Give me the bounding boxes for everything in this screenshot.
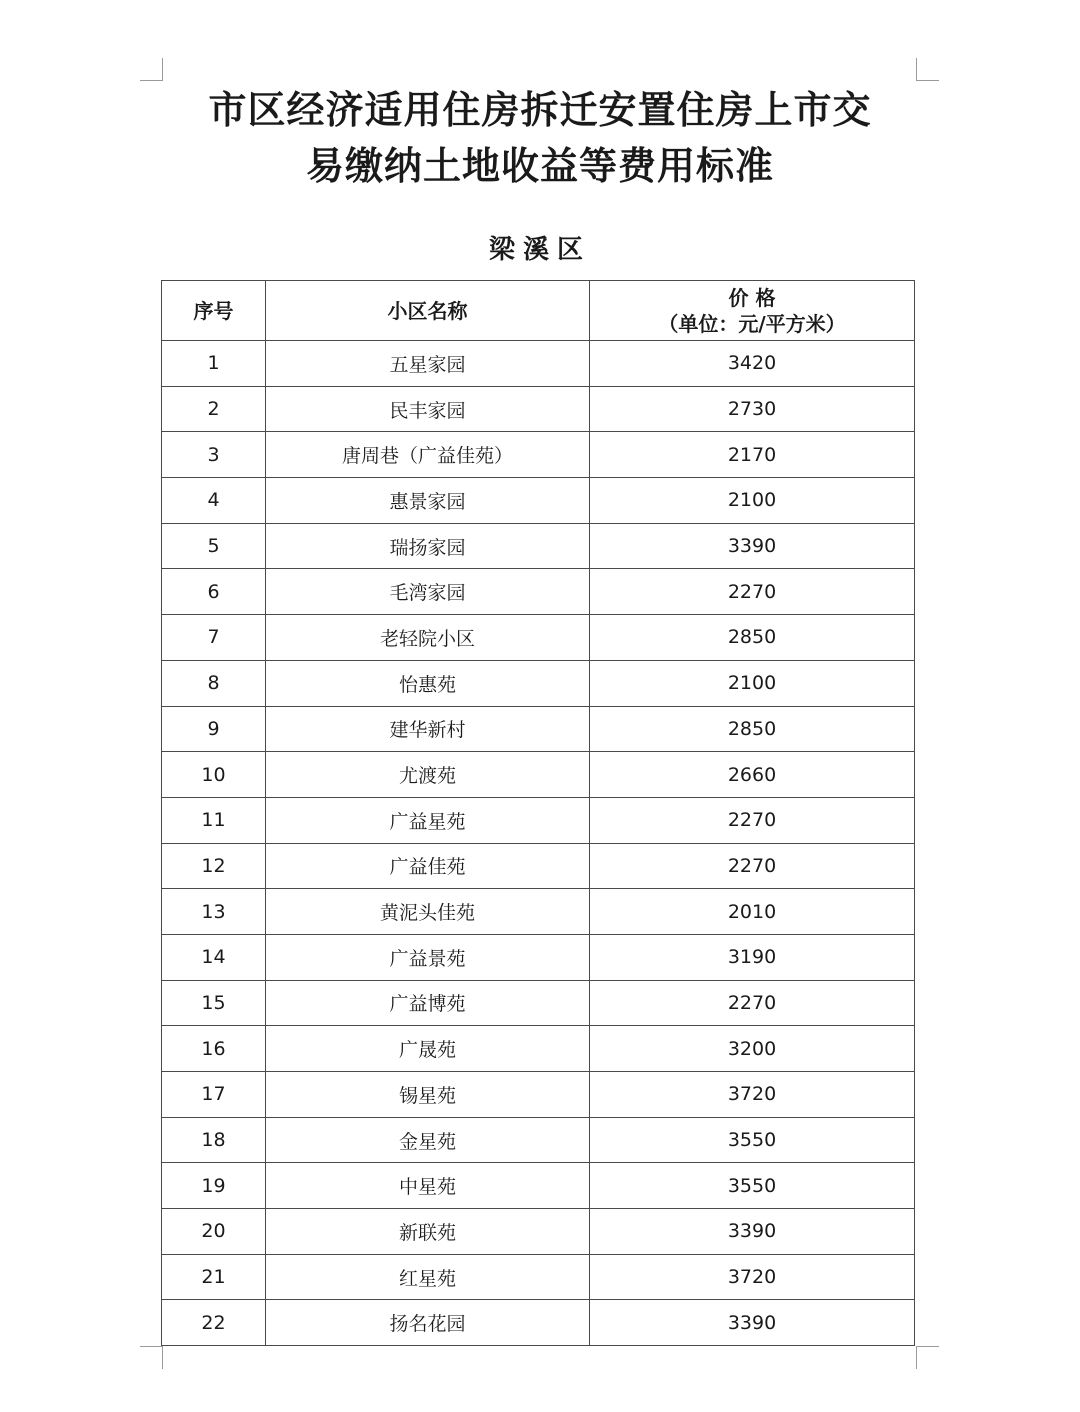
row-index: 1 [162,341,266,387]
row-community-name: 新联苑 [266,1209,590,1255]
row-community-name: 唐周巷（广益佳苑） [266,432,590,478]
row-index: 4 [162,478,266,524]
row-community-name: 广益博苑 [266,980,590,1026]
row-index: 8 [162,660,266,706]
row-community-name: 扬名花园 [266,1300,590,1346]
row-price: 2100 [590,660,915,706]
row-price: 3390 [590,1300,915,1346]
table-row [162,706,915,752]
table-row [162,432,915,478]
row-index: 11 [162,797,266,843]
row-community-name: 老轻院小区 [266,615,590,661]
row-index: 13 [162,889,266,935]
row-community-name: 惠景家园 [266,478,590,524]
table-row [162,889,915,935]
row-index: 14 [162,934,266,980]
row-community-name: 建华新村 [266,706,590,752]
row-community-name: 广晟苑 [266,1026,590,1072]
row-index: 5 [162,523,266,569]
document-title-line-2: 易缴纳土地收益等费用标准 [305,144,774,188]
header-price [590,281,915,341]
row-community-name: 尤渡苑 [266,752,590,798]
header-name: 小区名称 [266,281,590,341]
table-row [162,1117,915,1163]
crop-mark-bottom-right [916,1346,939,1369]
table-row [162,523,915,569]
table-row [162,752,915,798]
row-community-name: 锡星苑 [266,1072,590,1118]
table-row [162,615,915,661]
row-index: 10 [162,752,266,798]
table-header-row [162,281,915,341]
row-index: 19 [162,1163,266,1209]
row-index: 21 [162,1254,266,1300]
table-row [162,1163,915,1209]
row-index: 16 [162,1026,266,1072]
row-price: 3720 [590,1072,915,1118]
row-price: 3420 [590,341,915,387]
table-row [162,660,915,706]
row-price: 3550 [590,1163,915,1209]
row-price: 2100 [590,478,915,524]
row-index: 9 [162,706,266,752]
row-index: 22 [162,1300,266,1346]
table-row [162,1254,915,1300]
row-community-name: 广益星苑 [266,797,590,843]
row-community-name: 黄泥头佳苑 [266,889,590,935]
row-price: 3720 [590,1254,915,1300]
table-row [162,1072,915,1118]
crop-mark-top-right [916,58,939,81]
row-index: 3 [162,432,266,478]
row-price: 2850 [590,706,915,752]
row-price: 2730 [590,386,915,432]
table-row [162,341,915,387]
row-index: 6 [162,569,266,615]
row-index: 17 [162,1072,266,1118]
row-price: 3190 [590,934,915,980]
row-price: 2170 [590,432,915,478]
row-price: 2010 [590,889,915,935]
row-price: 2270 [590,569,915,615]
table-row [162,1026,915,1072]
table-row [162,797,915,843]
row-price: 3550 [590,1117,915,1163]
header-price-label: 价 格 [728,285,776,310]
crop-mark-top-left [140,58,163,81]
row-community-name: 瑞扬家园 [266,523,590,569]
row-price: 3200 [590,1026,915,1072]
row-price: 2270 [590,843,915,889]
row-community-name: 金星苑 [266,1117,590,1163]
row-price: 2850 [590,615,915,661]
table-body [162,341,915,1346]
row-index: 7 [162,615,266,661]
table-row [162,1209,915,1255]
row-community-name: 广益佳苑 [266,843,590,889]
row-price: 2270 [590,797,915,843]
row-index: 20 [162,1209,266,1255]
row-index: 18 [162,1117,266,1163]
crop-mark-bottom-left [140,1346,163,1369]
table-row [162,980,915,1026]
table-row [162,843,915,889]
row-price: 3390 [590,1209,915,1255]
row-community-name: 民丰家园 [266,386,590,432]
row-price: 3390 [590,523,915,569]
row-community-name: 红星苑 [266,1254,590,1300]
row-community-name: 广益景苑 [266,934,590,980]
row-index: 2 [162,386,266,432]
header-price-unit: （单位：元/平方米） [658,311,846,336]
price-table [161,280,915,1346]
document-title-line-1: 市区经济适用住房拆迁安置住房上市交 [208,88,872,132]
table-row [162,478,915,524]
district-heading: 梁溪区 [488,235,591,265]
row-price: 2270 [590,980,915,1026]
row-index: 15 [162,980,266,1026]
header-index: 序号 [162,281,266,341]
table-row [162,569,915,615]
table-row [162,386,915,432]
row-community-name: 怡惠苑 [266,660,590,706]
row-community-name: 毛湾家园 [266,569,590,615]
table-row [162,934,915,980]
row-price: 2660 [590,752,915,798]
row-community-name: 中星苑 [266,1163,590,1209]
row-community-name: 五星家园 [266,341,590,387]
row-index: 12 [162,843,266,889]
table-row [162,1300,915,1346]
